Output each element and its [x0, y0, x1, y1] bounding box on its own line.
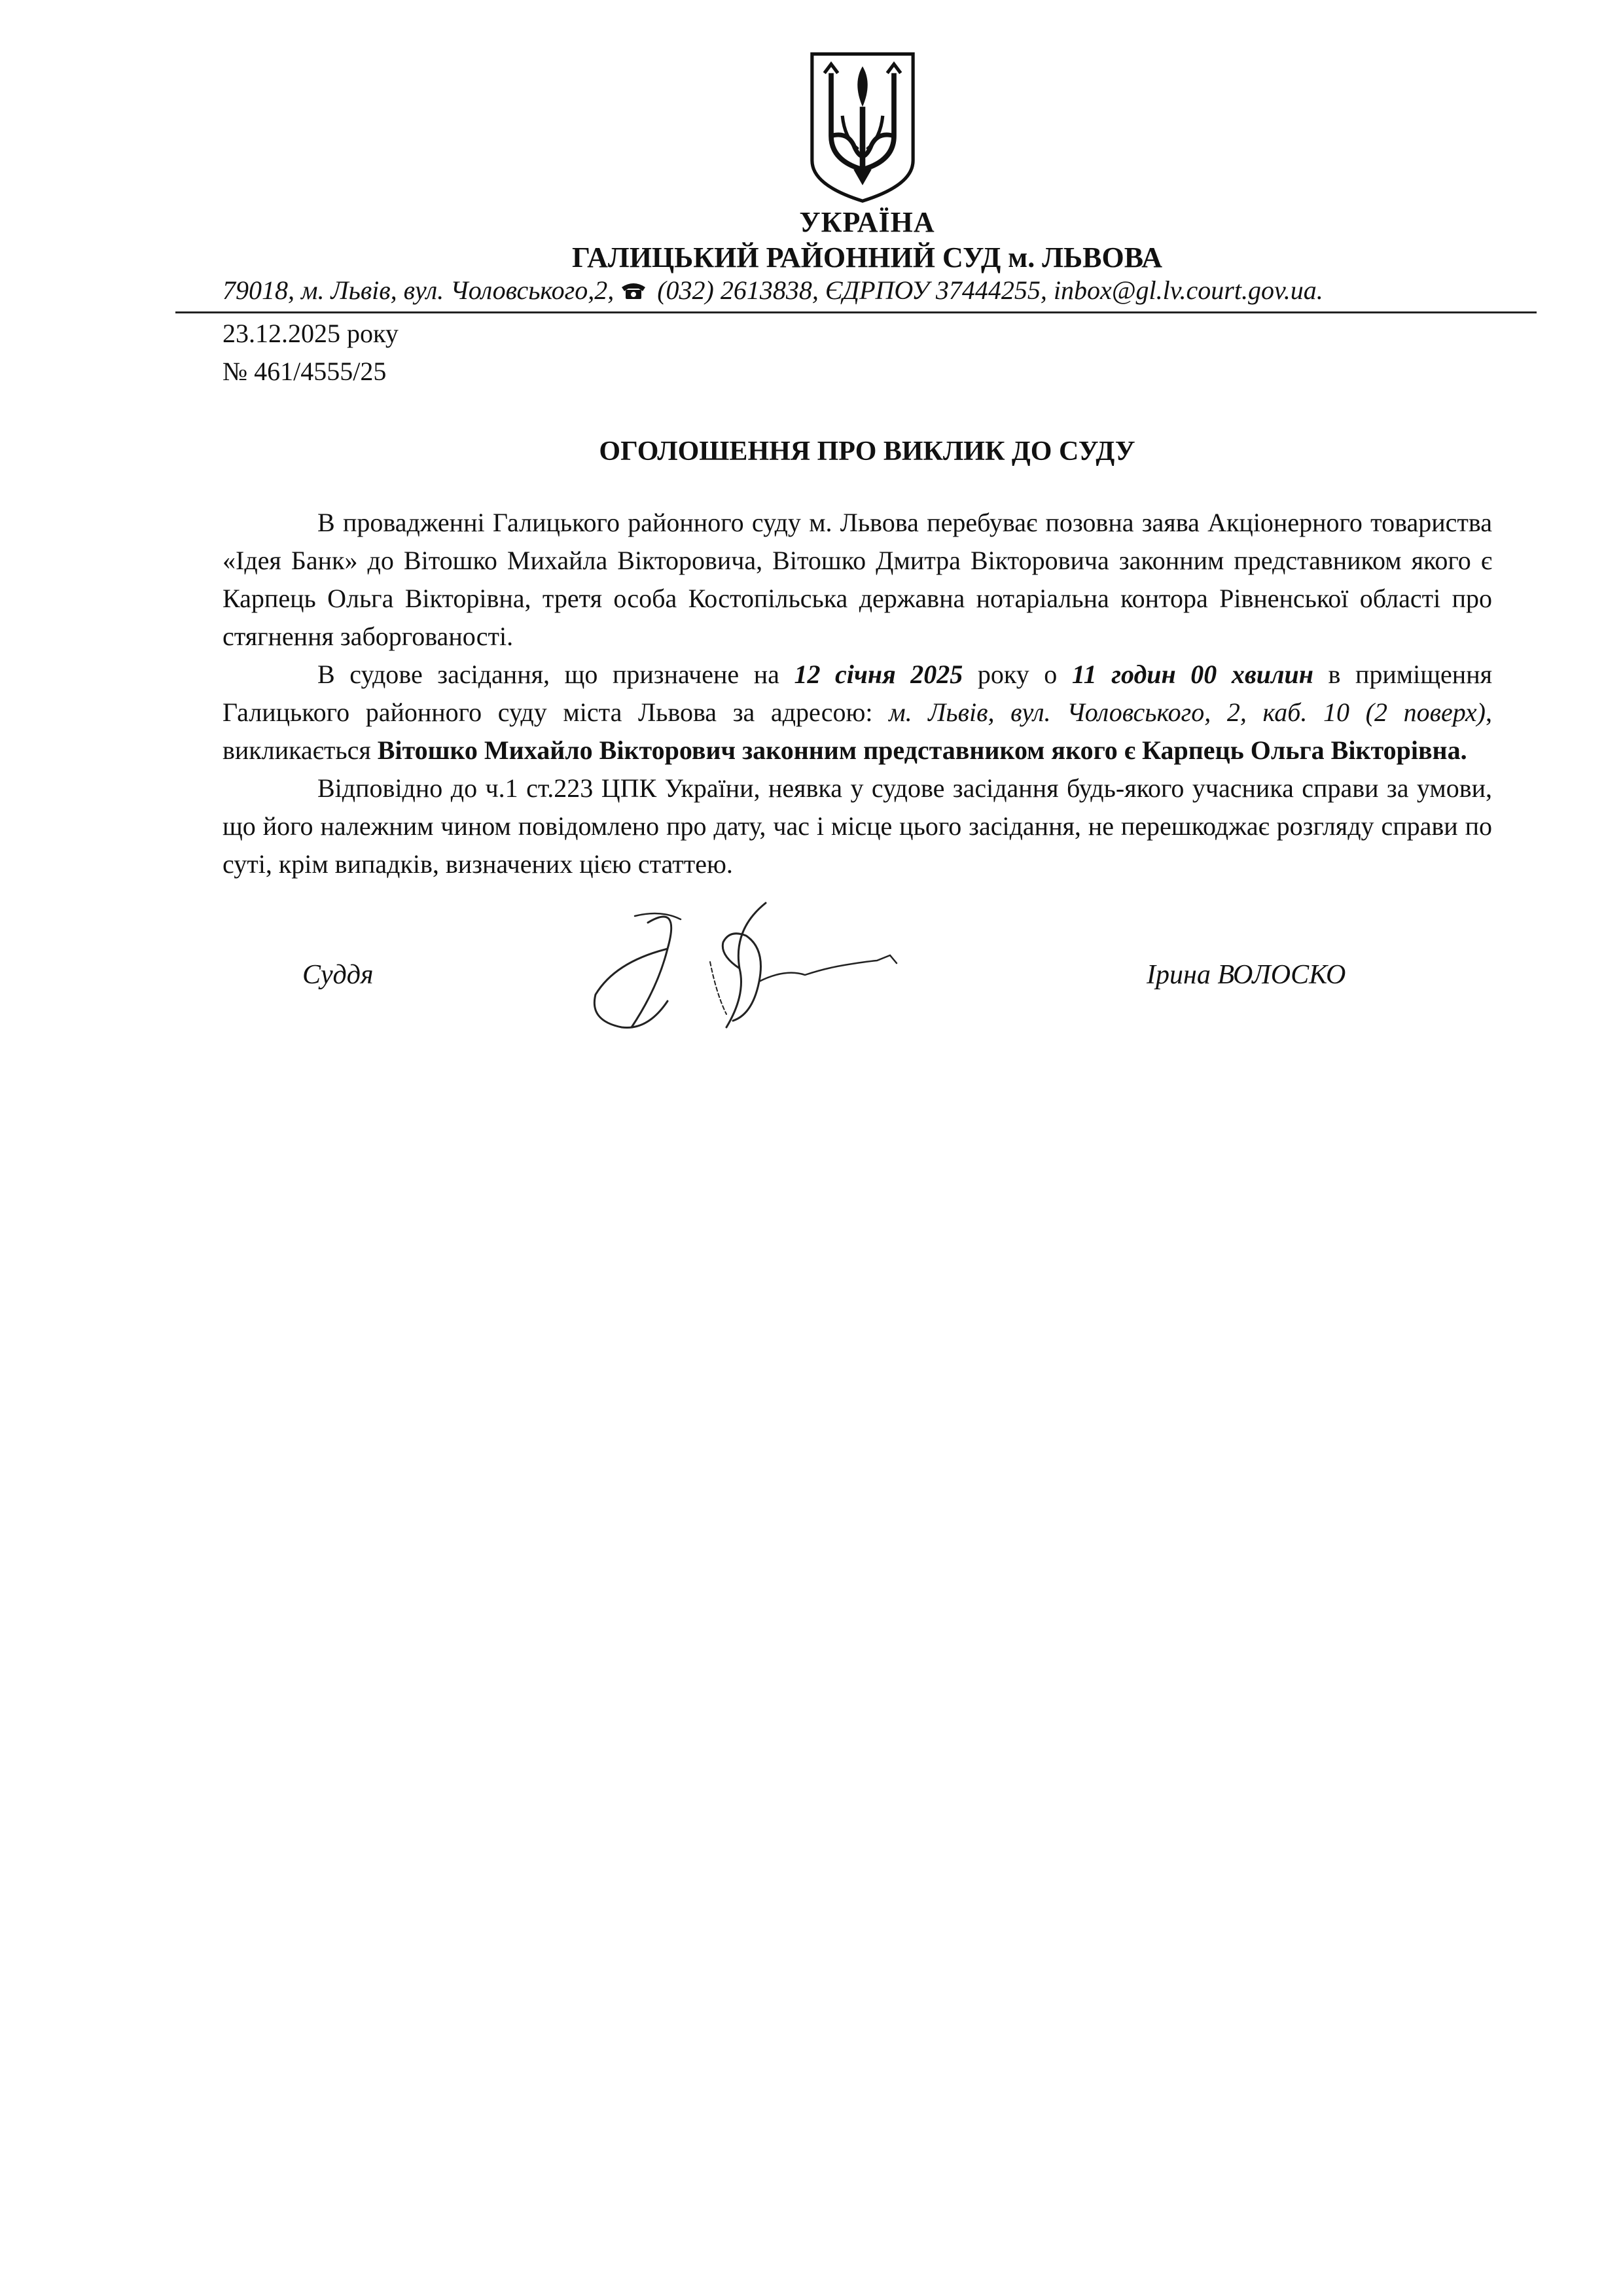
document-title: ОГОЛОШЕННЯ ПРО ВИКЛИК ДО СУДУ [599, 436, 1135, 467]
paragraph-legal-basis: Відповідно до ч.1 ст.223 ЦПК України, неявка у судове засідання будь-якого учасника справи за умови, що його належним чином повідомлено про дату, час і місце цього засідання, не перешкоджає розгляду справи по суті, крім випадків, визначених цією статтею. [223, 773, 1492, 879]
registration-date: 23.12.2025 року [223, 319, 399, 348]
header-divider [175, 311, 1537, 313]
country-title: УКРАЇНА [799, 206, 935, 238]
document-body [223, 504, 1492, 883]
hearing-address: м. Львів, вул. Чоловського, 2, каб. 10 (2 поверх) [889, 698, 1486, 727]
summoned-person: Вітошко Михайло Вікторович законним представником якого є Карпець Ольга Вікторівна. [377, 735, 1467, 765]
hearing-time: 11 годин 00 хвилин [1071, 660, 1313, 689]
summons-text-1: В судове засідання, що призначене на [317, 660, 794, 689]
court-name: ГАЛИЦЬКИЙ РАЙОННИЙ СУД м. ЛЬВОВА [571, 241, 1163, 274]
trident-emblem-icon [806, 48, 919, 205]
handwritten-signature [569, 890, 936, 1040]
case-number: № 461/4555/25 [223, 357, 387, 386]
summons-text-4: , викликається [223, 698, 1493, 765]
address-contacts: (032) 2613838, ЄДРПОУ 37444255, inbox@gl.lv.court.gov.ua. [657, 275, 1323, 305]
paragraph-summons [223, 656, 1492, 769]
phone-icon [620, 281, 647, 300]
judge-role: Суддя [302, 960, 374, 990]
hearing-date: 12 січня 2025 [794, 660, 963, 689]
judge-name: Ірина ВОЛОСКО [1147, 960, 1346, 990]
summons-text-2: року о [963, 660, 1072, 689]
address-text: 79018, м. Львів, вул. Чоловського,2, [223, 275, 621, 305]
paragraph-claim: В провадженні Галицького районного суду м. Львова перебуває позовна заява Акціонерного товариства «Ідея Банк» до Вітошко Михайла Вікторовича, Вітошко Дмитра Вікторовича законним представником якого є Карпець Ольга Вікторівна, третя особа Костопільська державна нотаріальна контора Рівненської області про стягнення заборгованості. [223, 508, 1492, 651]
court-address [223, 275, 1323, 306]
summons-text-3: в приміщення Галицького районного суду міста Львова за адресою: [223, 660, 1492, 727]
